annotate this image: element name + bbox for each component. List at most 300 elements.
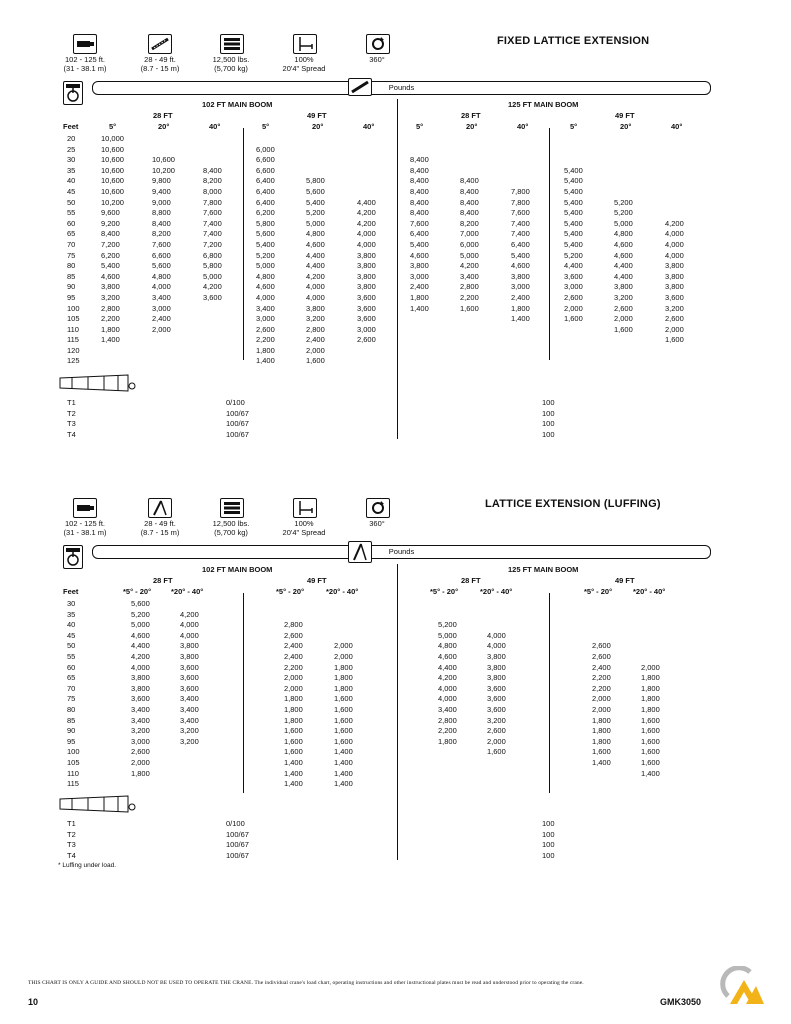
load-cell: 4,200 [665,218,684,228]
telescope-value: 100 [542,819,555,828]
spec-boom-range: 102 - 125 ft. (31 - 38.1 m) [63,519,107,537]
load-cell: 2,400 [306,335,325,345]
table-row [0,716,791,727]
load-cell: 2,000 [614,314,633,324]
table-row [0,631,791,642]
load-cell: 8,400 [460,176,479,186]
load-cell: 3,800 [180,651,199,661]
radius-cell: 90 [67,282,76,292]
table-row [0,705,791,716]
load-cell: 1,800 [592,726,611,736]
rotation-icon [366,498,390,518]
load-cell: 1,800 [334,673,353,683]
load-cell: 5,200 [438,620,457,630]
radius-cell: 55 [67,208,76,218]
load-cell: 9,200 [101,218,120,228]
load-cell: 6,200 [256,208,275,218]
telescope-value: 100/67 [226,850,249,860]
load-cell: 4,200 [131,651,150,661]
load-cell: 3,400 [131,715,150,725]
load-cell: 4,000 [131,662,150,672]
table-row [0,769,791,780]
load-cell: 3,400 [180,704,199,714]
load-cell: 4,800 [614,229,633,239]
telescope-value: 0/100 [226,819,245,828]
load-cell: 6,800 [203,250,222,260]
load-cell: 8,200 [203,176,222,186]
load-cell: 2,800 [101,303,120,313]
load-cell: 2,000 [306,345,325,355]
table-row [0,272,791,283]
load-cell: 4,600 [256,282,275,292]
load-cell: 3,600 [357,314,376,324]
header-49ft-b: 49 FT [615,111,635,120]
load-cell: 2,600 [665,314,684,324]
load-cell: 3,400 [180,715,199,725]
load-cell: 3,200 [614,292,633,302]
radius-cell: 65 [67,229,76,239]
table-row [0,187,791,198]
telescope-value: 100/67 [226,840,249,850]
load-cell: 1,800 [131,768,150,778]
angle-header: *20° - 40° [171,587,204,596]
load-cell: 2,000 [592,704,611,714]
load-cell: 7,200 [101,239,120,249]
table-row [0,620,791,631]
load-cell: 4,000 [357,229,376,239]
load-cell: 2,800 [306,324,325,334]
telescope-value: 100/67 [226,419,249,429]
load-cell: 9,800 [152,176,171,186]
header-102-main-boom: 102 FT MAIN BOOM [202,100,273,109]
spec-ext-range: 28 - 49 ft. (8.7 - 15 m) [140,519,180,537]
table-row [0,282,791,293]
radius-cell: 80 [67,261,76,271]
load-table [0,134,791,367]
load-cell: 3,000 [511,282,530,292]
table-row [0,208,791,219]
load-cell: 7,600 [410,218,429,228]
load-cell: 1,800 [410,292,429,302]
load-cell: 1,600 [592,747,611,757]
telescope-label: T4 [67,850,76,860]
load-cell: 1,600 [641,736,660,746]
load-cell: 4,200 [357,218,376,228]
radius-cell: 100 [67,747,80,757]
load-cell: 4,000 [438,694,457,704]
load-cell: 1,400 [334,779,353,789]
load-cell: 4,200 [306,271,325,281]
angle-header: 20° [312,122,324,131]
load-cell: 4,000 [306,292,325,302]
load-cell: 1,800 [641,694,660,704]
load-cell: 7,400 [203,218,222,228]
load-cell: 3,000 [410,271,429,281]
radius-cell: 45 [67,630,76,640]
load-cell: 2,600 [564,292,583,302]
header-feet: Feet [63,122,79,131]
radius-cell: 90 [67,726,76,736]
counterweight-icon [220,34,244,54]
telescope-label: T3 [67,840,76,850]
radius-cell: 60 [67,662,76,672]
load-cell: 3,800 [487,662,506,672]
load-cell: 4,000 [357,239,376,249]
load-cell: 3,600 [180,673,199,683]
outrigger-icon [293,34,317,54]
telescope-value: 100 [542,398,555,407]
radius-cell: 70 [67,239,76,249]
load-cell: 7,200 [203,239,222,249]
radius-cell: 50 [67,641,76,651]
load-cell: 2,800 [284,620,303,630]
load-cell: 3,800 [357,282,376,292]
angle-header: 5° [109,122,117,131]
load-cell: 5,600 [152,261,171,271]
load-cell: 7,400 [511,218,530,228]
telescope-icon [58,793,138,820]
load-cell: 1,800 [101,324,120,334]
load-cell: 5,000 [203,271,222,281]
load-cell: 1,800 [334,662,353,672]
load-cell: 2,000 [131,757,150,767]
load-cell: 2,000 [284,683,303,693]
pounds-bar: Pounds [92,545,711,559]
load-cell: 1,800 [641,683,660,693]
load-cell: 2,600 [592,641,611,651]
angle-header: 20° [158,122,170,131]
table-row [0,134,791,145]
load-cell: 2,600 [357,335,376,345]
load-cell: 4,600 [410,250,429,260]
load-cell: 1,400 [334,757,353,767]
load-cell: 3,400 [438,704,457,714]
load-cell: 4,600 [511,261,530,271]
load-cell: 6,400 [256,176,275,186]
angle-header: 40° [671,122,683,131]
load-cell: 2,000 [334,641,353,651]
angle-header: 5° [416,122,424,131]
load-cell: 6,000 [256,144,275,154]
load-cell: 3,200 [131,726,150,736]
fixed-jib-icon-small [348,78,372,96]
load-cell: 7,800 [511,197,530,207]
load-cell: 8,400 [410,186,429,196]
load-cell: 4,000 [180,630,199,640]
table-row [0,747,791,758]
load-cell: 2,000 [334,651,353,661]
load-cell: 2,400 [592,662,611,672]
load-cell: 3,400 [180,694,199,704]
load-cell: 5,200 [614,208,633,218]
load-cell: 1,600 [334,694,353,704]
load-cell: 6,400 [256,197,275,207]
load-cell: 3,800 [131,673,150,683]
load-cell: 3,200 [180,726,199,736]
page-number: 10 [28,997,39,1007]
load-cell: 6,400 [511,239,530,249]
load-cell: 2,200 [284,662,303,672]
radius-cell: 80 [67,704,76,714]
load-cell: 5,800 [306,176,325,186]
load-cell: 2,000 [592,694,611,704]
load-cell: 2,200 [438,726,457,736]
load-cell: 3,000 [131,736,150,746]
telescope-label: T2 [67,408,76,418]
load-cell: 5,800 [256,218,275,228]
header-49ft-a: 49 FT [307,111,327,120]
header-28ft-a: 28 FT [153,576,173,585]
telescope-label: T1 [67,819,76,828]
load-cell: 3,800 [306,303,325,313]
load-cell: 2,000 [665,324,684,334]
radius-cell: 105 [67,757,80,767]
telescope-value: 100 [542,829,555,839]
load-cell: 4,600 [614,250,633,260]
load-cell: 4,000 [180,620,199,630]
telescope-label: T4 [67,429,76,439]
radius-cell: 40 [67,620,76,630]
table-row [0,758,791,769]
load-cell: 2,200 [101,314,120,324]
load-cell: 3,600 [357,292,376,302]
header-49ft-a: 49 FT [307,576,327,585]
luffing-jib-icon-small [348,541,372,563]
load-cell: 3,600 [564,271,583,281]
load-cell: 4,000 [665,250,684,260]
load-cell: 2,200 [256,335,275,345]
load-cell: 10,600 [101,155,124,165]
load-cell: 4,800 [152,271,171,281]
load-cell: 3,200 [306,314,325,324]
radius-cell: 25 [67,144,76,154]
load-cell: 1,800 [284,694,303,704]
load-cell: 4,000 [256,292,275,302]
angle-header: *5° - 20° [584,587,613,596]
radius-cell: 55 [67,651,76,661]
load-cell: 3,800 [180,641,199,651]
load-cell: 1,400 [334,747,353,757]
load-cell: 6,400 [410,229,429,239]
footnote: * Luffing under load. [58,862,117,869]
telescope-label: T2 [67,829,76,839]
table-row [0,251,791,262]
load-cell: 4,800 [438,641,457,651]
load-cell: 4,200 [460,261,479,271]
load-cell: 4,400 [306,250,325,260]
angle-header: *5° - 20° [430,587,459,596]
load-cell: 3,200 [665,303,684,313]
load-cell: 4,800 [306,229,325,239]
load-cell: 8,400 [410,155,429,165]
header-28ft-b: 28 FT [461,111,481,120]
load-cell: 2,600 [256,324,275,334]
load-cell: 3,800 [357,250,376,260]
load-cell: 3,200 [487,715,506,725]
load-cell: 1,400 [511,314,530,324]
spec-counterweight: 12,500 lbs. (5,700 kg) [212,519,250,537]
load-cell: 4,600 [131,630,150,640]
load-cell: 5,000 [131,620,150,630]
table-row [0,145,791,156]
header-125-main-boom: 125 FT MAIN BOOM [508,565,579,574]
load-cell: 5,000 [460,250,479,260]
table-row [0,599,791,610]
telescope-label: T3 [67,419,76,429]
load-cell: 3,200 [180,736,199,746]
load-cell: 1,600 [641,747,660,757]
load-cell: 3,800 [614,282,633,292]
disclaimer: THIS CHART IS ONLY A GUIDE AND SHOULD NOT BE USED TO OPERATE THE CRANE. The individual crane's load chart, operating instructions and other instructional plates must be read and understood prior to operating the crane. [28,980,584,986]
load-cell: 10,200 [101,197,124,207]
load-cell: 1,600 [334,704,353,714]
table-row [0,219,791,230]
load-cell: 4,000 [152,282,171,292]
load-cell: 7,800 [511,186,530,196]
table-row [0,356,791,367]
load-cell: 5,600 [131,599,150,608]
radius-cell: 115 [67,779,79,789]
table-row [0,737,791,748]
radius-cell: 125 [67,356,80,366]
load-cell: 1,600 [641,757,660,767]
spec-rotation: 360° [369,519,385,528]
luffing-jib-icon [148,498,172,518]
load-cell: 10,600 [101,176,124,186]
load-cell: 4,000 [487,641,506,651]
table-row [0,293,791,304]
load-cell: 2,800 [460,282,479,292]
load-cell: 1,400 [284,757,303,767]
load-cell: 3,600 [487,683,506,693]
radius-cell: 50 [67,197,76,207]
load-cell: 1,600 [460,303,479,313]
load-cell: 8,400 [410,197,429,207]
header-feet: Feet [63,587,79,596]
load-cell: 3,200 [101,292,120,302]
spec-outrigger: 100% 20'4" Spread [282,55,326,73]
radius-cell: 75 [67,250,76,260]
load-cell: 3,400 [460,271,479,281]
load-cell: 4,600 [614,239,633,249]
load-cell: 1,400 [284,779,303,789]
load-cell: 9,600 [101,208,120,218]
load-cell: 5,400 [256,239,275,249]
angle-header: 5° [570,122,578,131]
load-cell: 8,400 [101,229,120,239]
load-cell: 1,600 [665,335,684,345]
load-cell: 4,600 [438,651,457,661]
load-cell: 4,600 [101,271,120,281]
radius-cell: 120 [67,345,80,355]
load-cell: 1,400 [101,335,120,345]
table-row [0,610,791,621]
load-cell: 7,600 [203,208,222,218]
load-cell: 5,400 [564,239,583,249]
load-cell: 10,200 [152,165,175,175]
load-cell: 5,400 [564,197,583,207]
load-cell: 3,600 [665,292,684,302]
load-cell: 1,800 [641,704,660,714]
spec-counterweight: 12,500 lbs. (5,700 kg) [212,55,250,73]
load-cell: 2,000 [564,303,583,313]
spec-ext-range: 28 - 49 ft. (8.7 - 15 m) [140,55,180,73]
load-cell: 10,600 [101,165,124,175]
load-cell: 3,800 [357,271,376,281]
load-cell: 2,200 [592,683,611,693]
table-row [0,155,791,166]
angle-header: *5° - 20° [276,587,305,596]
load-cell: 4,200 [438,673,457,683]
load-cell: 3,800 [487,651,506,661]
load-cell: 1,800 [438,736,457,746]
table-row [0,694,791,705]
load-cell: 10,600 [152,155,175,165]
angle-header: *20° - 40° [633,587,666,596]
fixed-jib-icon [148,34,172,54]
table-row [0,779,791,790]
load-cell: 2,400 [152,314,171,324]
section-title: LATTICE EXTENSION (LUFFING) [485,498,661,510]
table-row [0,304,791,315]
load-cell: 4,400 [564,261,583,271]
radius-cell: 30 [67,155,76,165]
load-cell: 3,000 [357,324,376,334]
load-cell: 10,000 [101,134,124,143]
load-cell: 3,400 [131,704,150,714]
load-cell: 5,000 [438,630,457,640]
load-cell: 1,600 [284,736,303,746]
table-row [0,325,791,336]
spec-rotation: 360° [369,55,385,64]
table-row [0,198,791,209]
counterweight-icon [220,498,244,518]
spec-boom-range: 102 - 125 ft. (31 - 38.1 m) [63,55,107,73]
pounds-bar: Pounds [92,81,711,95]
load-cell: 4,200 [357,208,376,218]
table-row [0,261,791,272]
load-cell: 1,600 [284,747,303,757]
rotation-icon [366,34,390,54]
load-cell: 3,800 [101,282,120,292]
load-cell: 2,000 [152,324,171,334]
header-49ft-b: 49 FT [615,576,635,585]
table-row [0,673,791,684]
load-cell: 5,400 [564,218,583,228]
header-28ft-a: 28 FT [153,111,173,120]
angle-header: 20° [466,122,478,131]
radius-cell: 95 [67,736,76,746]
load-cell: 5,400 [564,165,583,175]
load-cell: 1,600 [641,726,660,736]
load-cell: 8,000 [203,186,222,196]
angle-header: 40° [209,122,221,131]
load-cell: 2,400 [410,282,429,292]
load-cell: 9,400 [152,186,171,196]
load-cell: 1,800 [284,704,303,714]
table-row [0,641,791,652]
load-cell: 3,800 [665,282,684,292]
load-cell: 5,400 [511,250,530,260]
load-cell: 6,600 [256,165,275,175]
hook-load-icon [63,545,83,569]
load-cell: 8,400 [460,208,479,218]
angle-header: 5° [262,122,270,131]
outrigger-icon [293,498,317,518]
telescope-value: 100 [542,850,555,860]
radius-cell: 85 [67,271,76,281]
table-row [0,346,791,357]
